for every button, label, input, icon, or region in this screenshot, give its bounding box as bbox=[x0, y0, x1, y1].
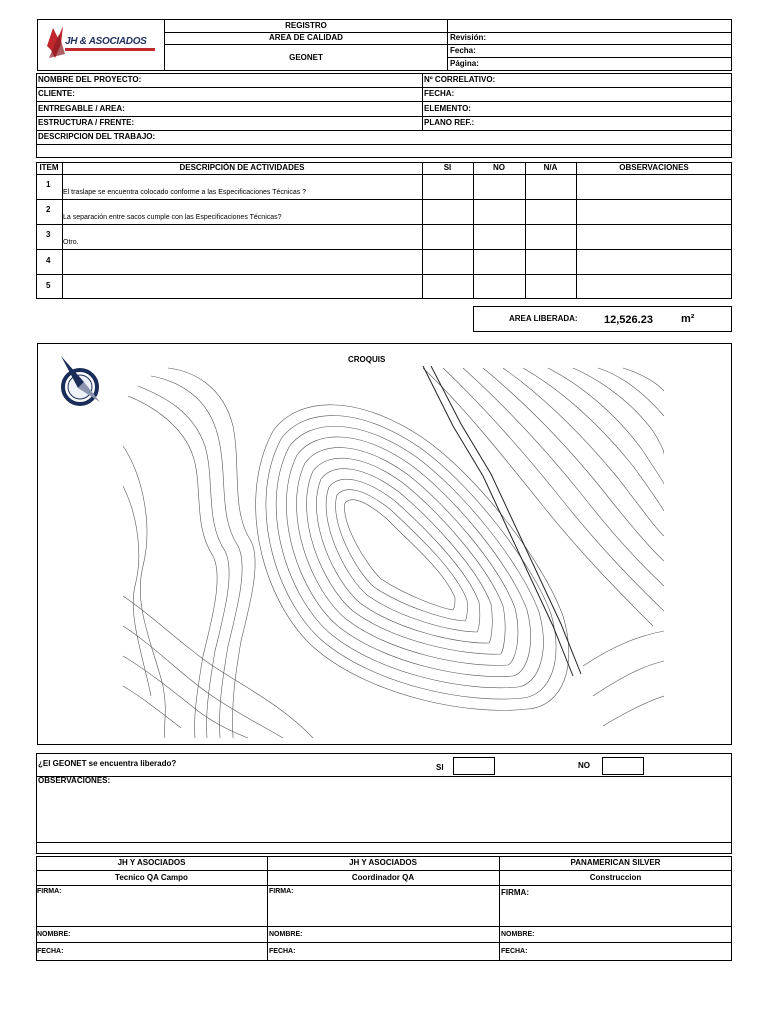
area-liberada-unit: m² bbox=[681, 313, 695, 325]
signature-1-role: Tecnico QA Campo bbox=[115, 872, 188, 882]
col-na-header: N/A bbox=[543, 163, 558, 172]
col-observaciones-header: OBSERVACIONES bbox=[619, 163, 689, 172]
col-descripcion-header: DESCRIPCIÓN DE ACTIVIDADES bbox=[179, 163, 305, 172]
cliente-label: CLIENTE: bbox=[38, 89, 75, 98]
signature-3-company: PANAMERICAN SILVER bbox=[570, 858, 661, 867]
signature-1-company: JH Y ASOCIADOS bbox=[117, 858, 186, 867]
row-2-number: 2 bbox=[46, 205, 51, 214]
signature-2-nombre-label: NOMBRE: bbox=[269, 931, 303, 938]
col-item-header: ITEM bbox=[39, 163, 59, 172]
signature-2-company: JH Y ASOCIADOS bbox=[349, 858, 417, 867]
signature-2-fecha-label: FECHA: bbox=[269, 948, 296, 955]
fecha-header-label: Fecha: bbox=[450, 45, 476, 55]
project-info-block bbox=[36, 73, 732, 158]
signature-3-role: Construccion bbox=[589, 872, 642, 882]
liberado-no-checkbox[interactable] bbox=[602, 757, 644, 775]
signature-2-firma-label: FIRMA: bbox=[269, 888, 294, 895]
signature-3-firma-label: FIRMA: bbox=[501, 888, 529, 897]
area-calidad-label: AREA DE CALIDAD bbox=[269, 33, 343, 42]
registro-label: REGISTRO bbox=[285, 20, 327, 30]
north-arrow-icon bbox=[56, 354, 104, 410]
area-liberada-label: AREA LIBERADA: bbox=[509, 314, 578, 323]
croquis-panel bbox=[37, 343, 732, 745]
geonet-title: GEONET bbox=[289, 52, 323, 62]
plano-ref-label: PLANO REF.: bbox=[424, 118, 475, 127]
row-4-number: 4 bbox=[46, 256, 51, 265]
signature-3-fecha-label: FECHA: bbox=[501, 948, 528, 955]
signature-2-role: Coordinador QA bbox=[351, 872, 415, 882]
area-liberada-value: 12,526.23 bbox=[604, 314, 653, 326]
liberado-question: ¿El GEONET se encuentra liberado? bbox=[38, 759, 177, 768]
correlativo-label: Nº CORRELATIVO: bbox=[424, 75, 496, 84]
activities-table bbox=[36, 162, 732, 299]
liberado-si-label: SI bbox=[436, 763, 444, 772]
nombre-proyecto-label: NOMBRE DEL PROYECTO: bbox=[38, 75, 142, 84]
fecha-label: FECHA: bbox=[424, 89, 455, 98]
estructura-label: ESTRUCTURA / FRENTE: bbox=[38, 118, 135, 127]
entregable-label: ENTREGABLE / AREA: bbox=[38, 103, 125, 113]
signature-1-firma-label: FIRMA: bbox=[37, 888, 62, 895]
revision-label: Revisión: bbox=[450, 33, 487, 42]
elemento-label: ELEMENTO: bbox=[424, 103, 471, 113]
descripcion-trabajo-label: DESCRIPCION DEL TRABAJO: bbox=[38, 132, 156, 141]
col-no-header: NO bbox=[493, 163, 505, 172]
pagina-label: Página: bbox=[450, 58, 479, 68]
signature-1-nombre-label: NOMBRE: bbox=[37, 931, 71, 938]
signatures-block bbox=[36, 856, 732, 961]
row-5-number: 5 bbox=[46, 281, 51, 290]
liberado-section bbox=[36, 753, 732, 854]
row-3-description: Otro. bbox=[63, 239, 79, 246]
company-logo bbox=[45, 24, 157, 64]
liberado-si-checkbox[interactable] bbox=[453, 757, 495, 775]
row-3-number: 3 bbox=[46, 230, 51, 239]
row-1-number: 1 bbox=[46, 180, 51, 189]
col-si-header: SI bbox=[443, 163, 452, 172]
signature-3-nombre-label: NOMBRE: bbox=[501, 931, 535, 938]
header-block bbox=[37, 19, 732, 71]
row-2-description: La separación entre sacos cumple con las Especificaciones Técnicas? bbox=[63, 214, 282, 221]
croquis-title: CROQUIS bbox=[348, 355, 386, 364]
contour-map-image bbox=[123, 366, 664, 738]
liberado-no-label: NO bbox=[578, 761, 590, 770]
row-1-description: El traslape se encuentra colocado conforme a las Especificaciones Técnicas ? bbox=[63, 189, 307, 196]
area-liberada-box bbox=[473, 306, 732, 332]
signature-1-fecha-label: FECHA: bbox=[37, 948, 64, 955]
observaciones-label: OBSERVACIONES: bbox=[38, 776, 111, 785]
logo-text: JH & ASOCIADOS bbox=[65, 36, 147, 47]
